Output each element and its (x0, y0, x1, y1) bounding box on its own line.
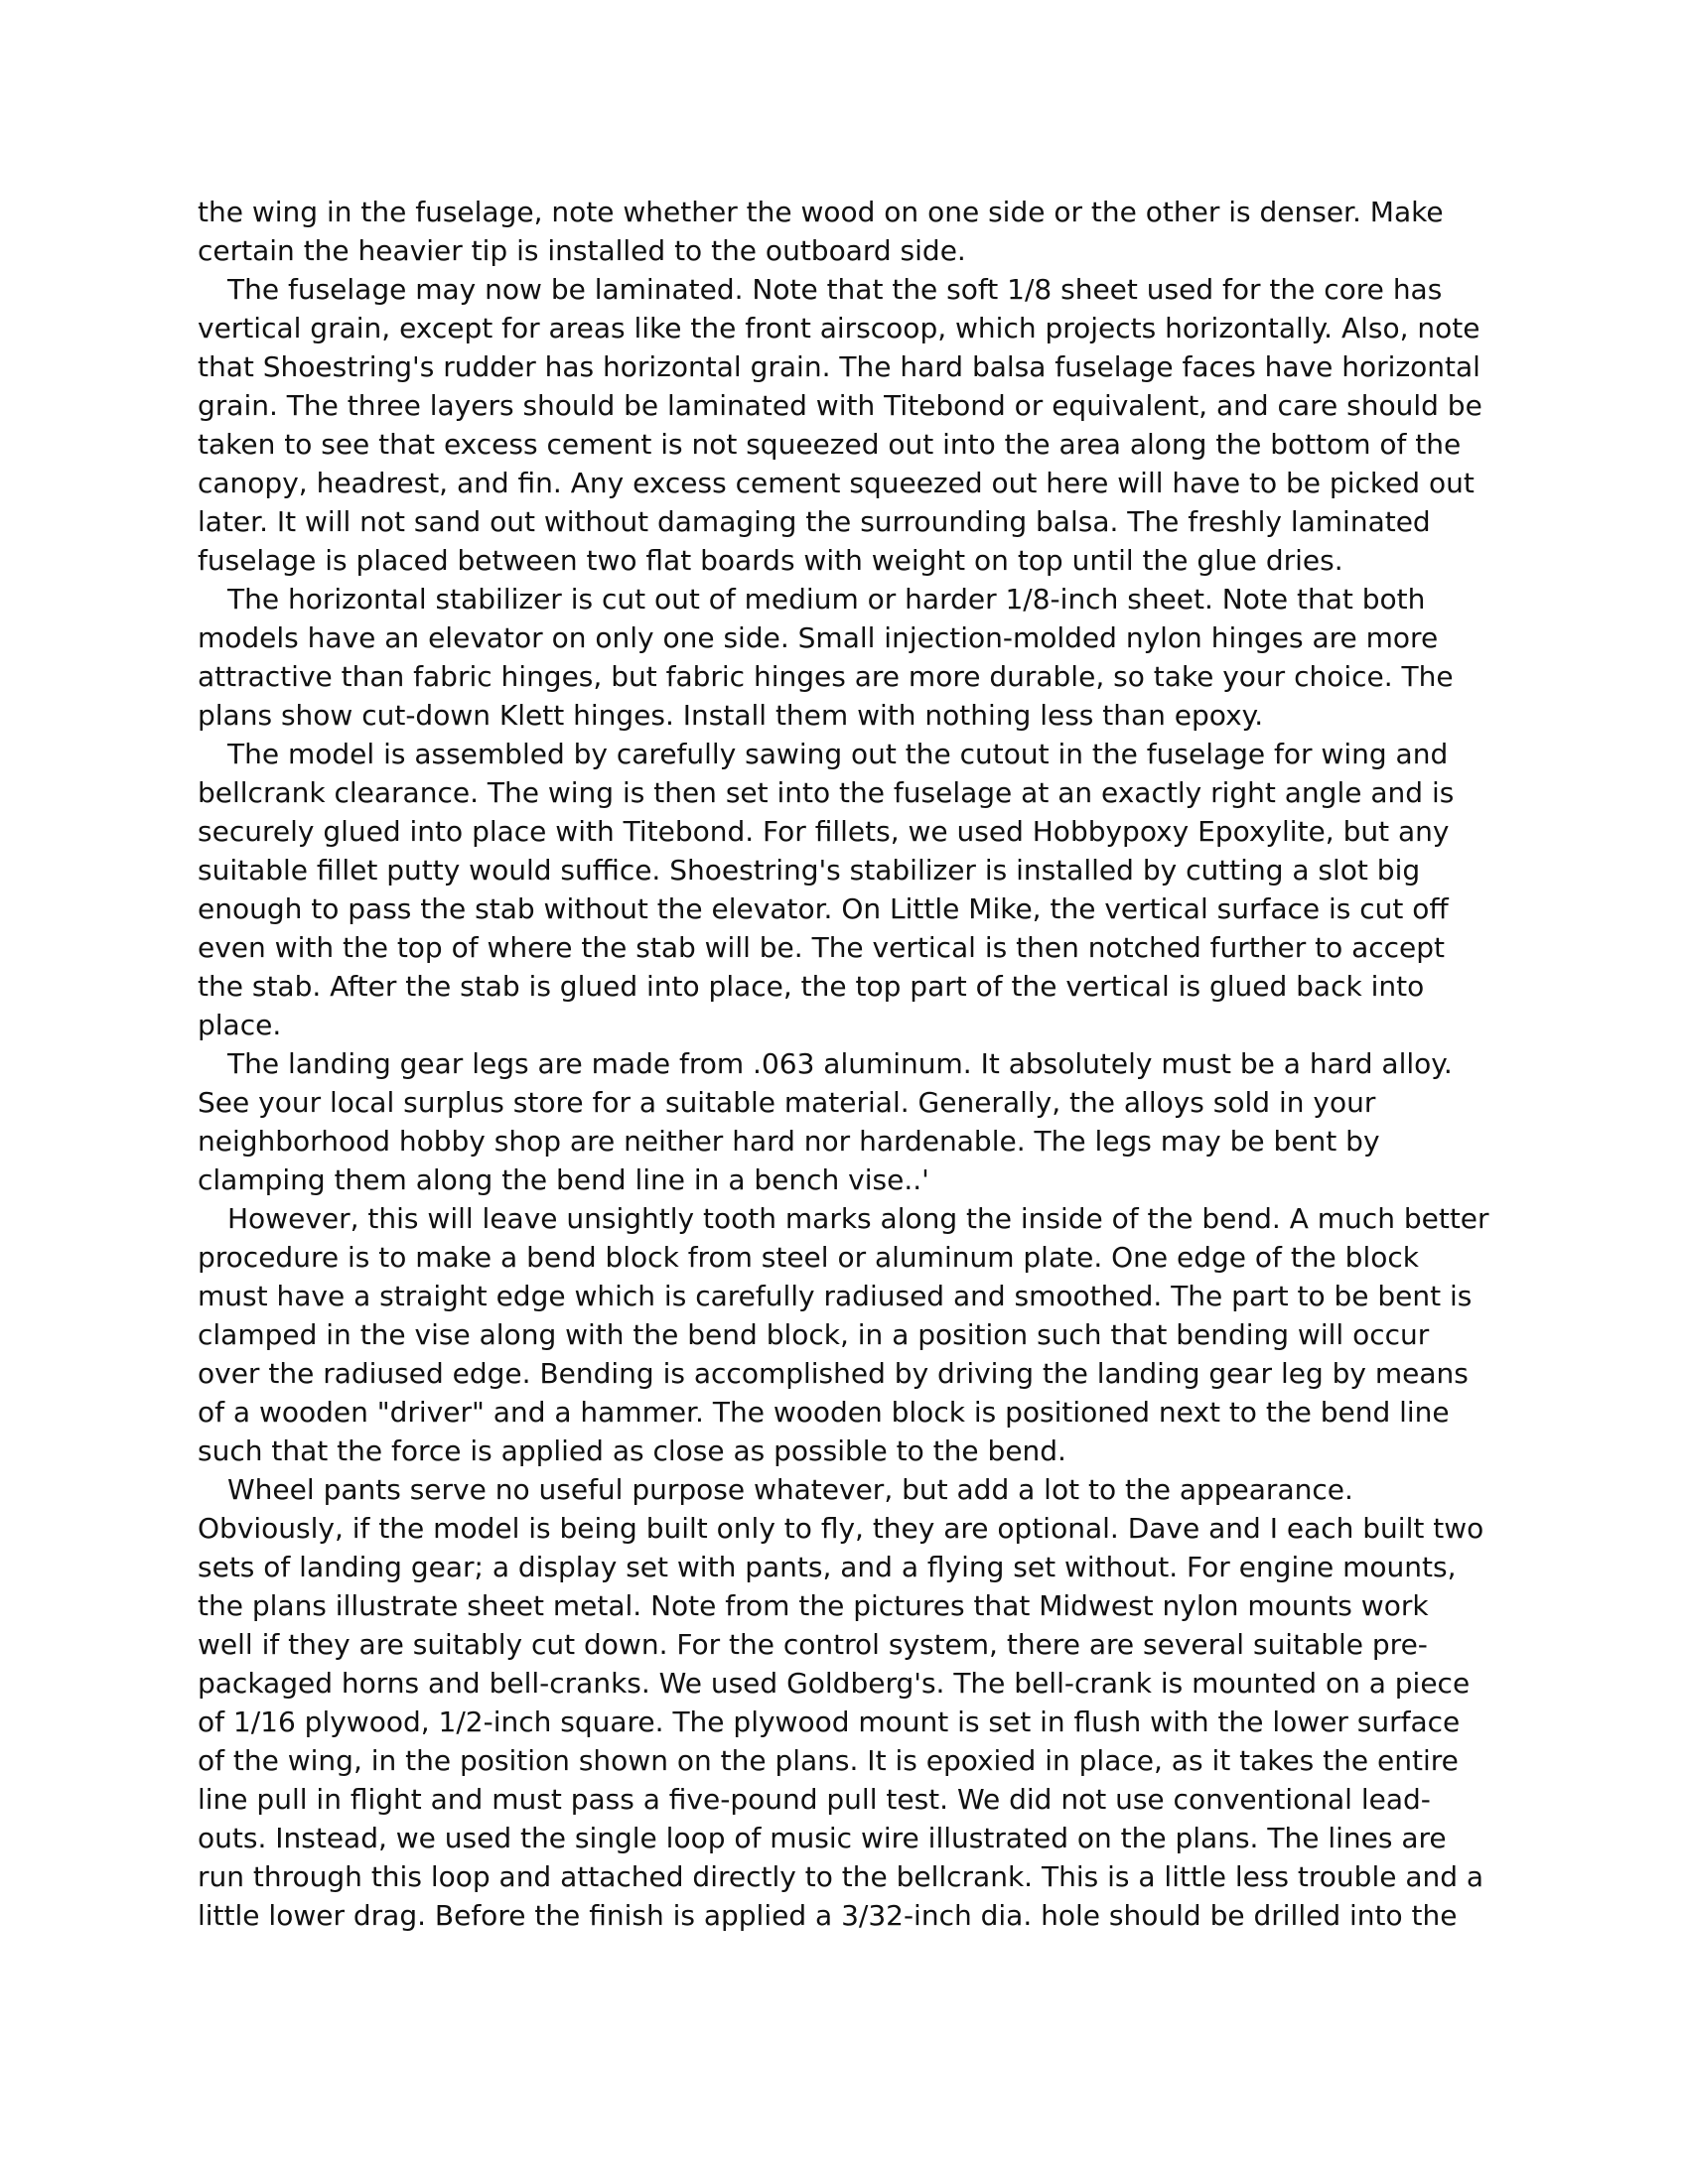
text-line: grain. The three layers should be laminated with Titebond or equivalent, and care should be (198, 389, 1482, 422)
text-line: sets of landing gear; a display set with pants, and a flying set without. For engine mounts, (198, 1551, 1457, 1583)
text-line: of the wing, in the position shown on the plans. It is epoxied in place, as it takes the entire (198, 1744, 1459, 1777)
text-line: clamping them along the bend line in a bench vise..' (198, 1163, 929, 1196)
text-line: that Shoestring's rudder has horizontal grain. The hard balsa fuselage faces have horizontal (198, 350, 1480, 383)
text-line: certain the heavier tip is installed to the outboard side. (198, 234, 966, 267)
text-line: vertical grain, except for areas like the front airscoop, which projects horizontally. Also, note (198, 312, 1480, 344)
paragraph-first-line: The landing gear legs are made from .063 aluminum. It absolutely must be a hard alloy. (227, 1047, 1453, 1080)
text-line: attractive than fabric hinges, but fabric hinges are more durable, so take your choice. The (198, 660, 1454, 693)
paragraph-first-line: The fuselage may now be laminated. Note that the soft 1/8 sheet used for the core has (227, 273, 1443, 306)
text-line: neighborhood hobby shop are neither hard nor hardenable. The legs may be bent by (198, 1125, 1380, 1158)
text-line: suitable fillet putty would suffice. Shoestring's stabilizer is installed by cutting a slot big (198, 854, 1421, 887)
text-line: line pull in flight and must pass a five-pound pull test. We did not use conventional lead- (198, 1783, 1431, 1816)
text-line: clamped in the vise along with the bend block, in a position such that bending will occur (198, 1318, 1430, 1351)
text-line: See your local surplus store for a suitable material. Generally, the alloys sold in your (198, 1086, 1376, 1119)
text-line: such that the force is applied as close as possible to the bend. (198, 1434, 1066, 1467)
text-line: outs. Instead, we used the single loop of music wire illustrated on the plans. The lines are (198, 1822, 1447, 1854)
paragraph-first-line: Wheel pants serve no useful purpose whatever, but add a lot to the appearance. (227, 1473, 1353, 1506)
text-line: of a wooden "driver" and a hammer. The wooden block is positioned next to the bend line (198, 1396, 1450, 1429)
text-line: well if they are suitably cut down. For the control system, there are several suitable pre- (198, 1628, 1428, 1661)
text-line: of 1/16 plywood, 1/2-inch square. The plywood mount is set in flush with the lower surface (198, 1706, 1461, 1738)
text-line: place. (198, 1009, 282, 1041)
text-line: over the radiused edge. Bending is accomplished by driving the landing gear leg by means (198, 1357, 1469, 1390)
text-line: the plans illustrate sheet metal. Note from the pictures that Midwest nylon mounts work (198, 1589, 1429, 1622)
text-line: taken to see that excess cement is not squeezed out into the area along the bottom of the (198, 428, 1462, 461)
paragraph-first-line: However, this will leave unsightly tooth marks along the inside of the bend. A much better (227, 1202, 1489, 1235)
text-line: little lower drag. Before the finish is applied a 3/32-inch dia. hole should be drilled into the (198, 1899, 1458, 1932)
text-line: securely glued into place with Titebond. For fillets, we used Hobbypoxy Epoxylite, but any (198, 815, 1450, 848)
paragraph-first-line: The horizontal stabilizer is cut out of medium or harder 1/8-inch sheet. Note that both (227, 583, 1426, 615)
text-line: bellcrank clearance. The wing is then set into the fuselage at an exactly right angle and is (198, 776, 1455, 809)
text-line: plans show cut-down Klett hinges. Install them with nothing less than epoxy. (198, 699, 1264, 732)
text-line: enough to pass the stab without the elevator. On Little Mike, the vertical surface is cut off (198, 892, 1449, 925)
text-line: run through this loop and attached directly to the bellcrank. This is a little less trouble and a (198, 1860, 1484, 1893)
text-line: later. It will not sand out without damaging the surrounding balsa. The freshly laminated (198, 505, 1431, 538)
text-line: must have a straight edge which is carefully radiused and smoothed. The part to be bent is (198, 1280, 1473, 1312)
text-line: the stab. After the stab is glued into place, the top part of the vertical is glued back into (198, 970, 1425, 1003)
text-line: Obviously, if the model is being built only to fly, they are optional. Dave and I each built two (198, 1512, 1484, 1545)
text-line: models have an elevator on only one side. Small injection-molded nylon hinges are more (198, 621, 1439, 654)
text-line: even with the top of where the stab will be. The vertical is then notched further to accept (198, 931, 1446, 964)
text-line: procedure is to make a bend block from steel or aluminum plate. One edge of the block (198, 1241, 1419, 1274)
text-line: the wing in the fuselage, note whether the wood on one side or the other is denser. Make (198, 196, 1444, 228)
text-line: fuselage is placed between two flat boards with weight on top until the glue dries. (198, 544, 1343, 577)
body-text (198, 193, 1498, 1935)
text-line: packaged horns and bell-cranks. We used Goldberg's. The bell-crank is mounted on a piece (198, 1667, 1471, 1700)
text-line: canopy, headrest, and fin. Any excess cement squeezed out here will have to be picked out (198, 467, 1475, 499)
paragraph-first-line: The model is assembled by carefully sawing out the cutout in the fuselage for wing and (227, 738, 1449, 770)
